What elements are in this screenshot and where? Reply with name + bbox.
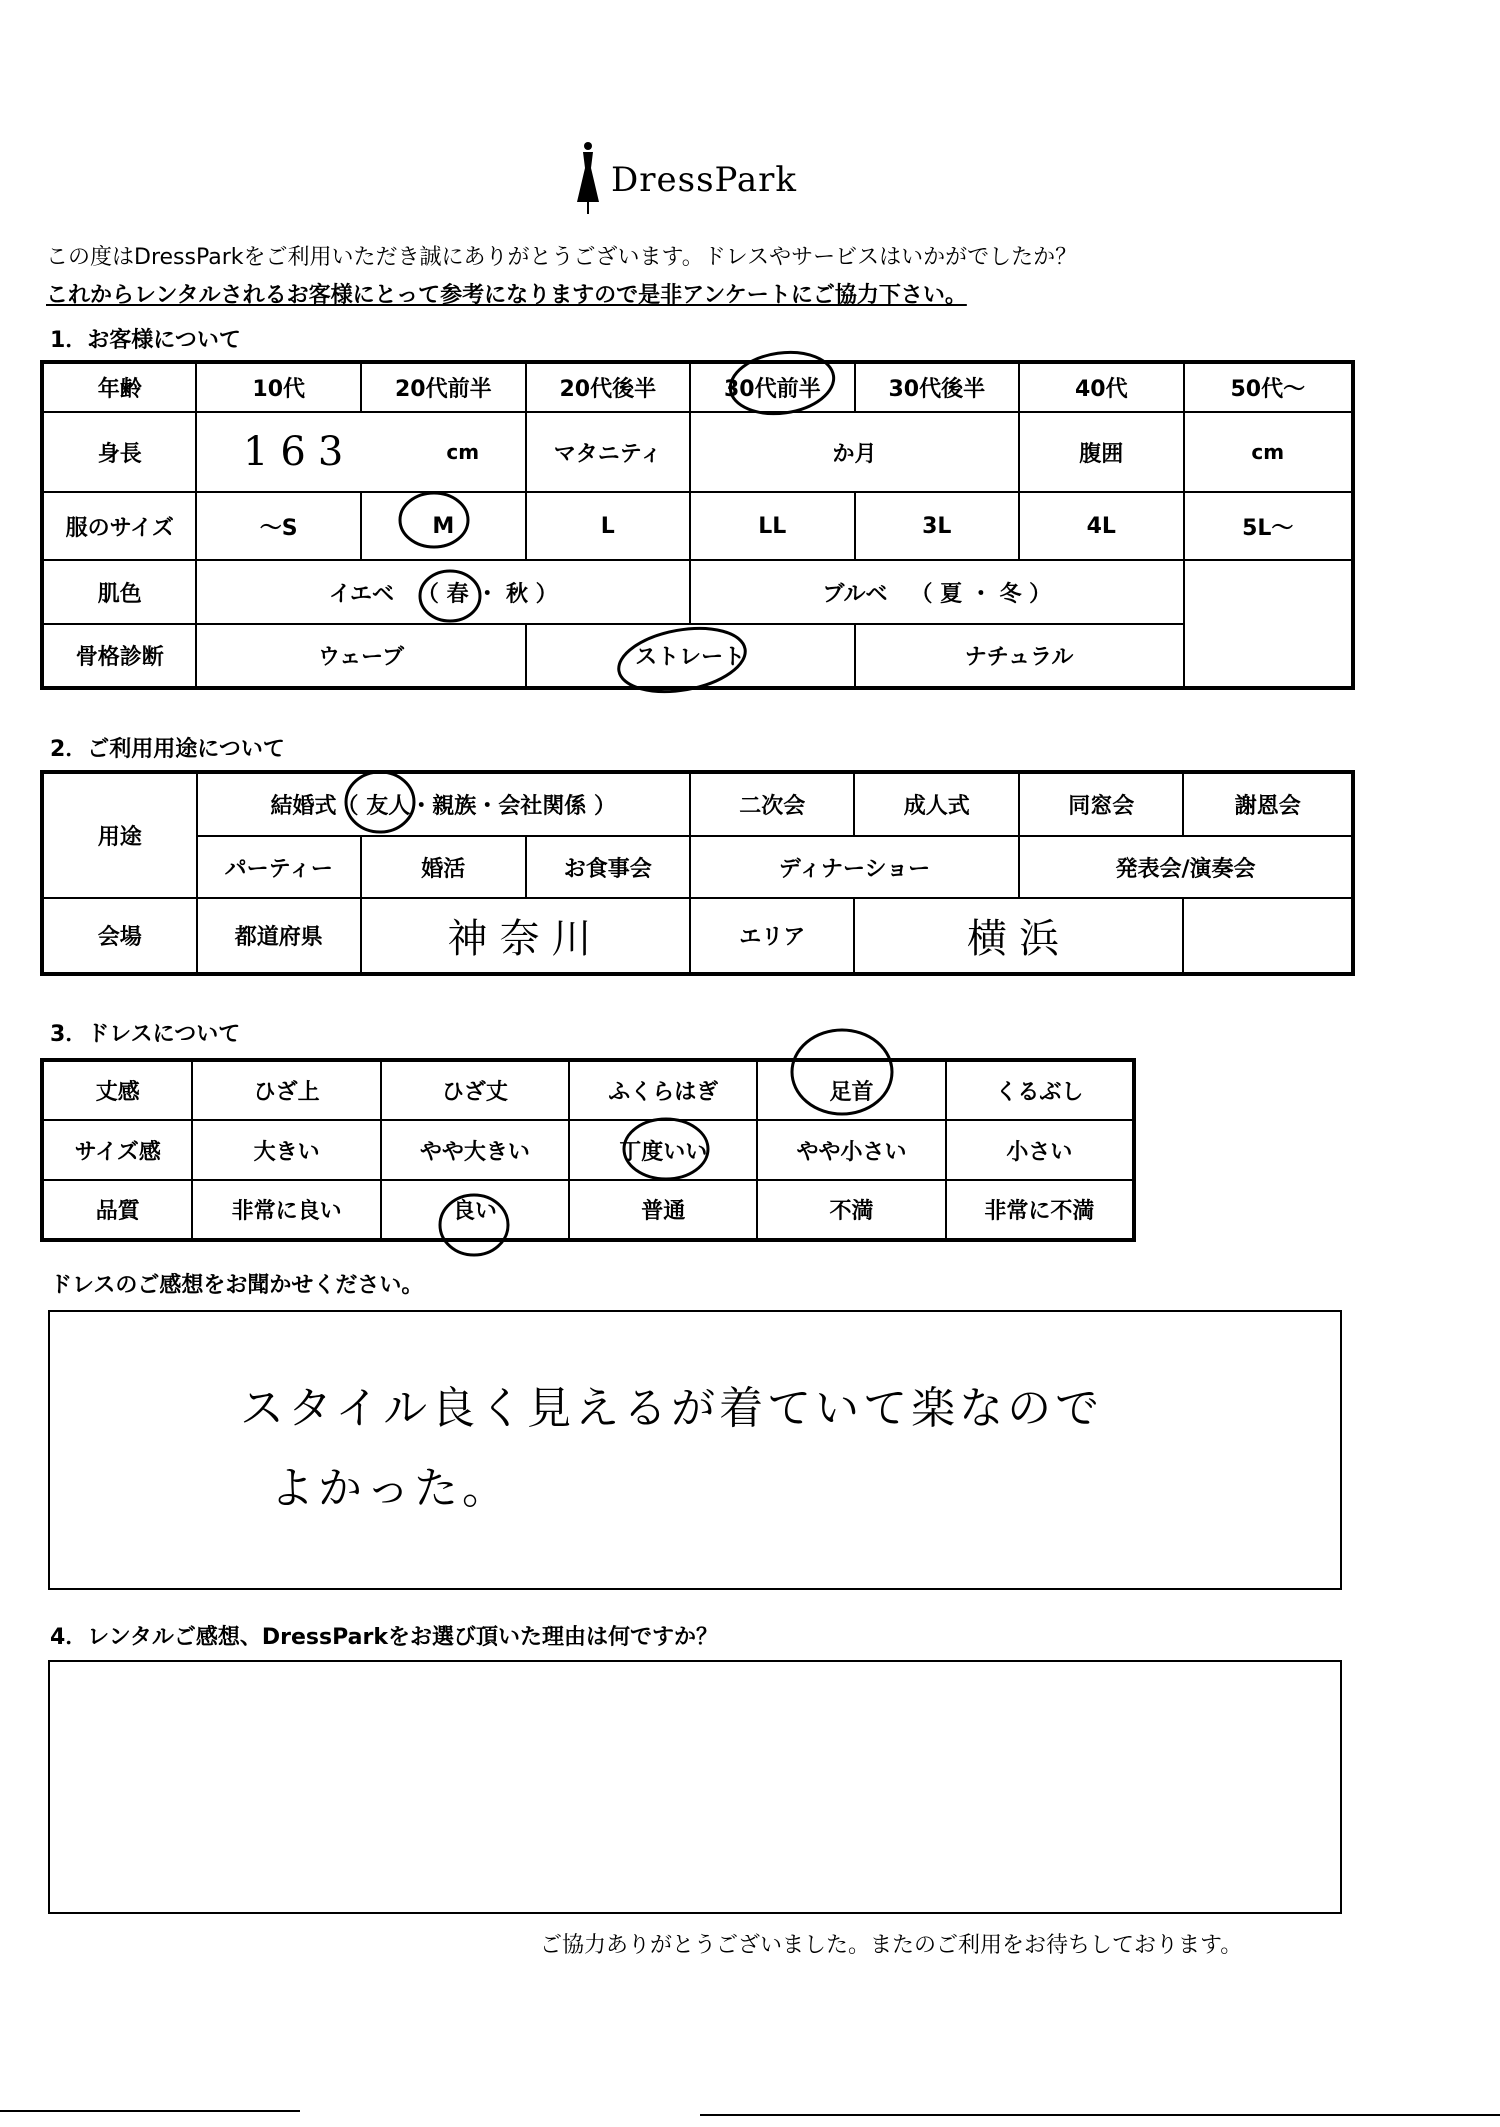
purpose-label: 用途 [42,772,197,898]
blue-base-label: ブルベ [822,581,888,607]
length-option[interactable]: ふくらはぎ [569,1060,757,1120]
fit-option[interactable]: 大きい [192,1120,380,1180]
purpose-option[interactable]: 発表会/演奏会 [1019,836,1353,898]
wedding-opt[interactable]: 親族 [432,794,477,819]
age-option[interactable]: 20代後半 [526,362,690,412]
reason-answer-box[interactable] [48,1660,1342,1914]
thanks-text: ご協力ありがとうございました。またのご利用をお待ちしております。 [540,1933,1243,1958]
purpose-option[interactable]: 婚活 [361,836,526,898]
purpose-table [40,770,1355,976]
maternity-field[interactable] [690,412,1019,492]
purpose-option[interactable]: お食事会 [526,836,691,898]
length-label: 丈感 [42,1060,192,1120]
frame-option[interactable]: ナチュラル [855,624,1184,688]
size-option[interactable]: 4L [1019,492,1184,560]
age-option[interactable]: 30代後半 [855,362,1020,412]
venue-label: 会場 [42,898,197,974]
frame-option-selected[interactable]: ストレート [526,624,855,688]
fit-label: サイズ感 [42,1120,192,1180]
frame-label: 骨格診断 [42,624,196,688]
fit-option[interactable]: やや大きい [381,1120,569,1180]
quality-option[interactable]: 不満 [757,1180,945,1240]
dress-icon [573,140,603,220]
skin-option-selected[interactable]: 春 [446,581,469,607]
size-option[interactable]: L [526,492,690,560]
yellow-base-label: イエベ [328,581,394,607]
purpose-option[interactable]: パーティー [197,836,361,898]
fit-option[interactable]: やや小さい [757,1120,945,1180]
size-label: 服のサイズ [42,492,196,560]
maternity-label: マタニティ [526,412,690,492]
frame-option[interactable]: ウェーブ [196,624,525,688]
purpose-option[interactable]: ディナーショー [690,836,1019,898]
logo-text: DressPark [611,160,798,200]
size-option[interactable]: 3L [855,492,1020,560]
age-option[interactable]: 50代～ [1184,362,1353,412]
height-unit: cm [446,440,480,464]
comment-line-2: よかった。 [270,1463,510,1514]
age-label: 年齢 [42,362,196,412]
section2-title: 2．ご利用用途について [50,737,285,762]
wedding-opt-selected[interactable]: 友人 [366,794,411,819]
wedding-option[interactable]: 結婚式（ 友人・親族・会社関係 ） [197,772,690,836]
wedding-label: 結婚式 [270,794,337,819]
length-option-selected[interactable]: 足首 [757,1060,945,1120]
quality-option[interactable]: 普通 [569,1180,757,1240]
height-value: 163 [242,429,356,475]
comment-line-1: スタイル良く見えるが着ていて楽なので [240,1383,1104,1434]
waist-label: 腹囲 [1019,412,1184,492]
wedding-opt[interactable]: 会社関係 [498,794,587,819]
section3-title: 3．ドレスについて [50,1022,241,1047]
purpose-option[interactable]: 二次会 [690,772,854,836]
comment-prompt: ドレスのご感想をお聞かせください。 [50,1273,424,1298]
age-option[interactable]: 40代 [1019,362,1184,412]
age-option[interactable]: 20代前半 [361,362,526,412]
height-field[interactable] [196,412,525,492]
quality-option-selected[interactable]: 良い [381,1180,569,1240]
prefecture-field[interactable] [361,898,690,974]
customer-table [40,360,1355,690]
empty-cell [1184,624,1353,688]
dress-comment-box[interactable] [48,1310,1342,1590]
skin-label: 肌色 [42,560,196,624]
size-option[interactable]: ～S [196,492,361,560]
skin-option[interactable]: 秋 [505,581,528,607]
age-option[interactable]: 10代 [196,362,361,412]
fit-option-selected[interactable]: 丁度いい [569,1120,757,1180]
prefecture-label: 都道府県 [197,898,361,974]
blue-base-option[interactable]: ブルベ （ 夏 ・ 冬 ） [690,560,1184,624]
area-field[interactable] [854,898,1183,974]
quality-option[interactable]: 非常に良い [192,1180,380,1240]
dresspark-logo [573,140,833,220]
section1-title: 1．お客様について [50,328,241,353]
area-value: 横浜 [966,916,1071,962]
age-option-selected[interactable]: 30代前半 [690,362,855,412]
height-label: 身長 [42,412,196,492]
skin-option[interactable]: 冬 [999,581,1022,607]
size-option[interactable]: 5L～ [1184,492,1353,560]
purpose-option[interactable]: 謝恩会 [1183,772,1353,836]
quality-option[interactable]: 非常に不満 [946,1180,1134,1240]
waist-unit: cm [1251,439,1285,464]
purpose-option[interactable]: 成人式 [854,772,1019,836]
yellow-base-option[interactable]: イエベ （ 春 ・ 秋 ） [196,560,690,624]
size-option[interactable]: LL [690,492,855,560]
quality-label: 品質 [42,1180,192,1240]
empty-cell [1183,898,1353,974]
intro-request: これからレンタルされるお客様にとって参考になりますので是非アンケートにご協力下さい。 [46,283,967,308]
size-option-selected[interactable]: M [361,492,526,560]
dress-table [40,1058,1136,1242]
length-option[interactable]: ひざ上 [192,1060,380,1120]
section4-title: 4．レンタルご感想、DressParkをお選び頂いた理由は何ですか？ [50,1625,718,1650]
fit-option[interactable]: 小さい [946,1120,1134,1180]
scan-edge-line [0,2110,300,2112]
intro-text: この度はDressParkをご利用いただき誠にありがとうございます。ドレスやサービスはいかがでしたか？ [46,245,1078,270]
prefecture-value: 神奈川 [447,916,604,962]
purpose-option[interactable]: 同窓会 [1019,772,1184,836]
length-option[interactable]: ひざ丈 [381,1060,569,1120]
waist-field[interactable] [1184,412,1353,492]
length-option[interactable]: くるぶし [946,1060,1134,1120]
skin-option[interactable]: 夏 [940,581,963,607]
maternity-unit: か月 [832,441,877,467]
empty-cell [1184,560,1353,624]
area-label: エリア [690,898,854,974]
scan-edge-line [700,2114,1500,2116]
